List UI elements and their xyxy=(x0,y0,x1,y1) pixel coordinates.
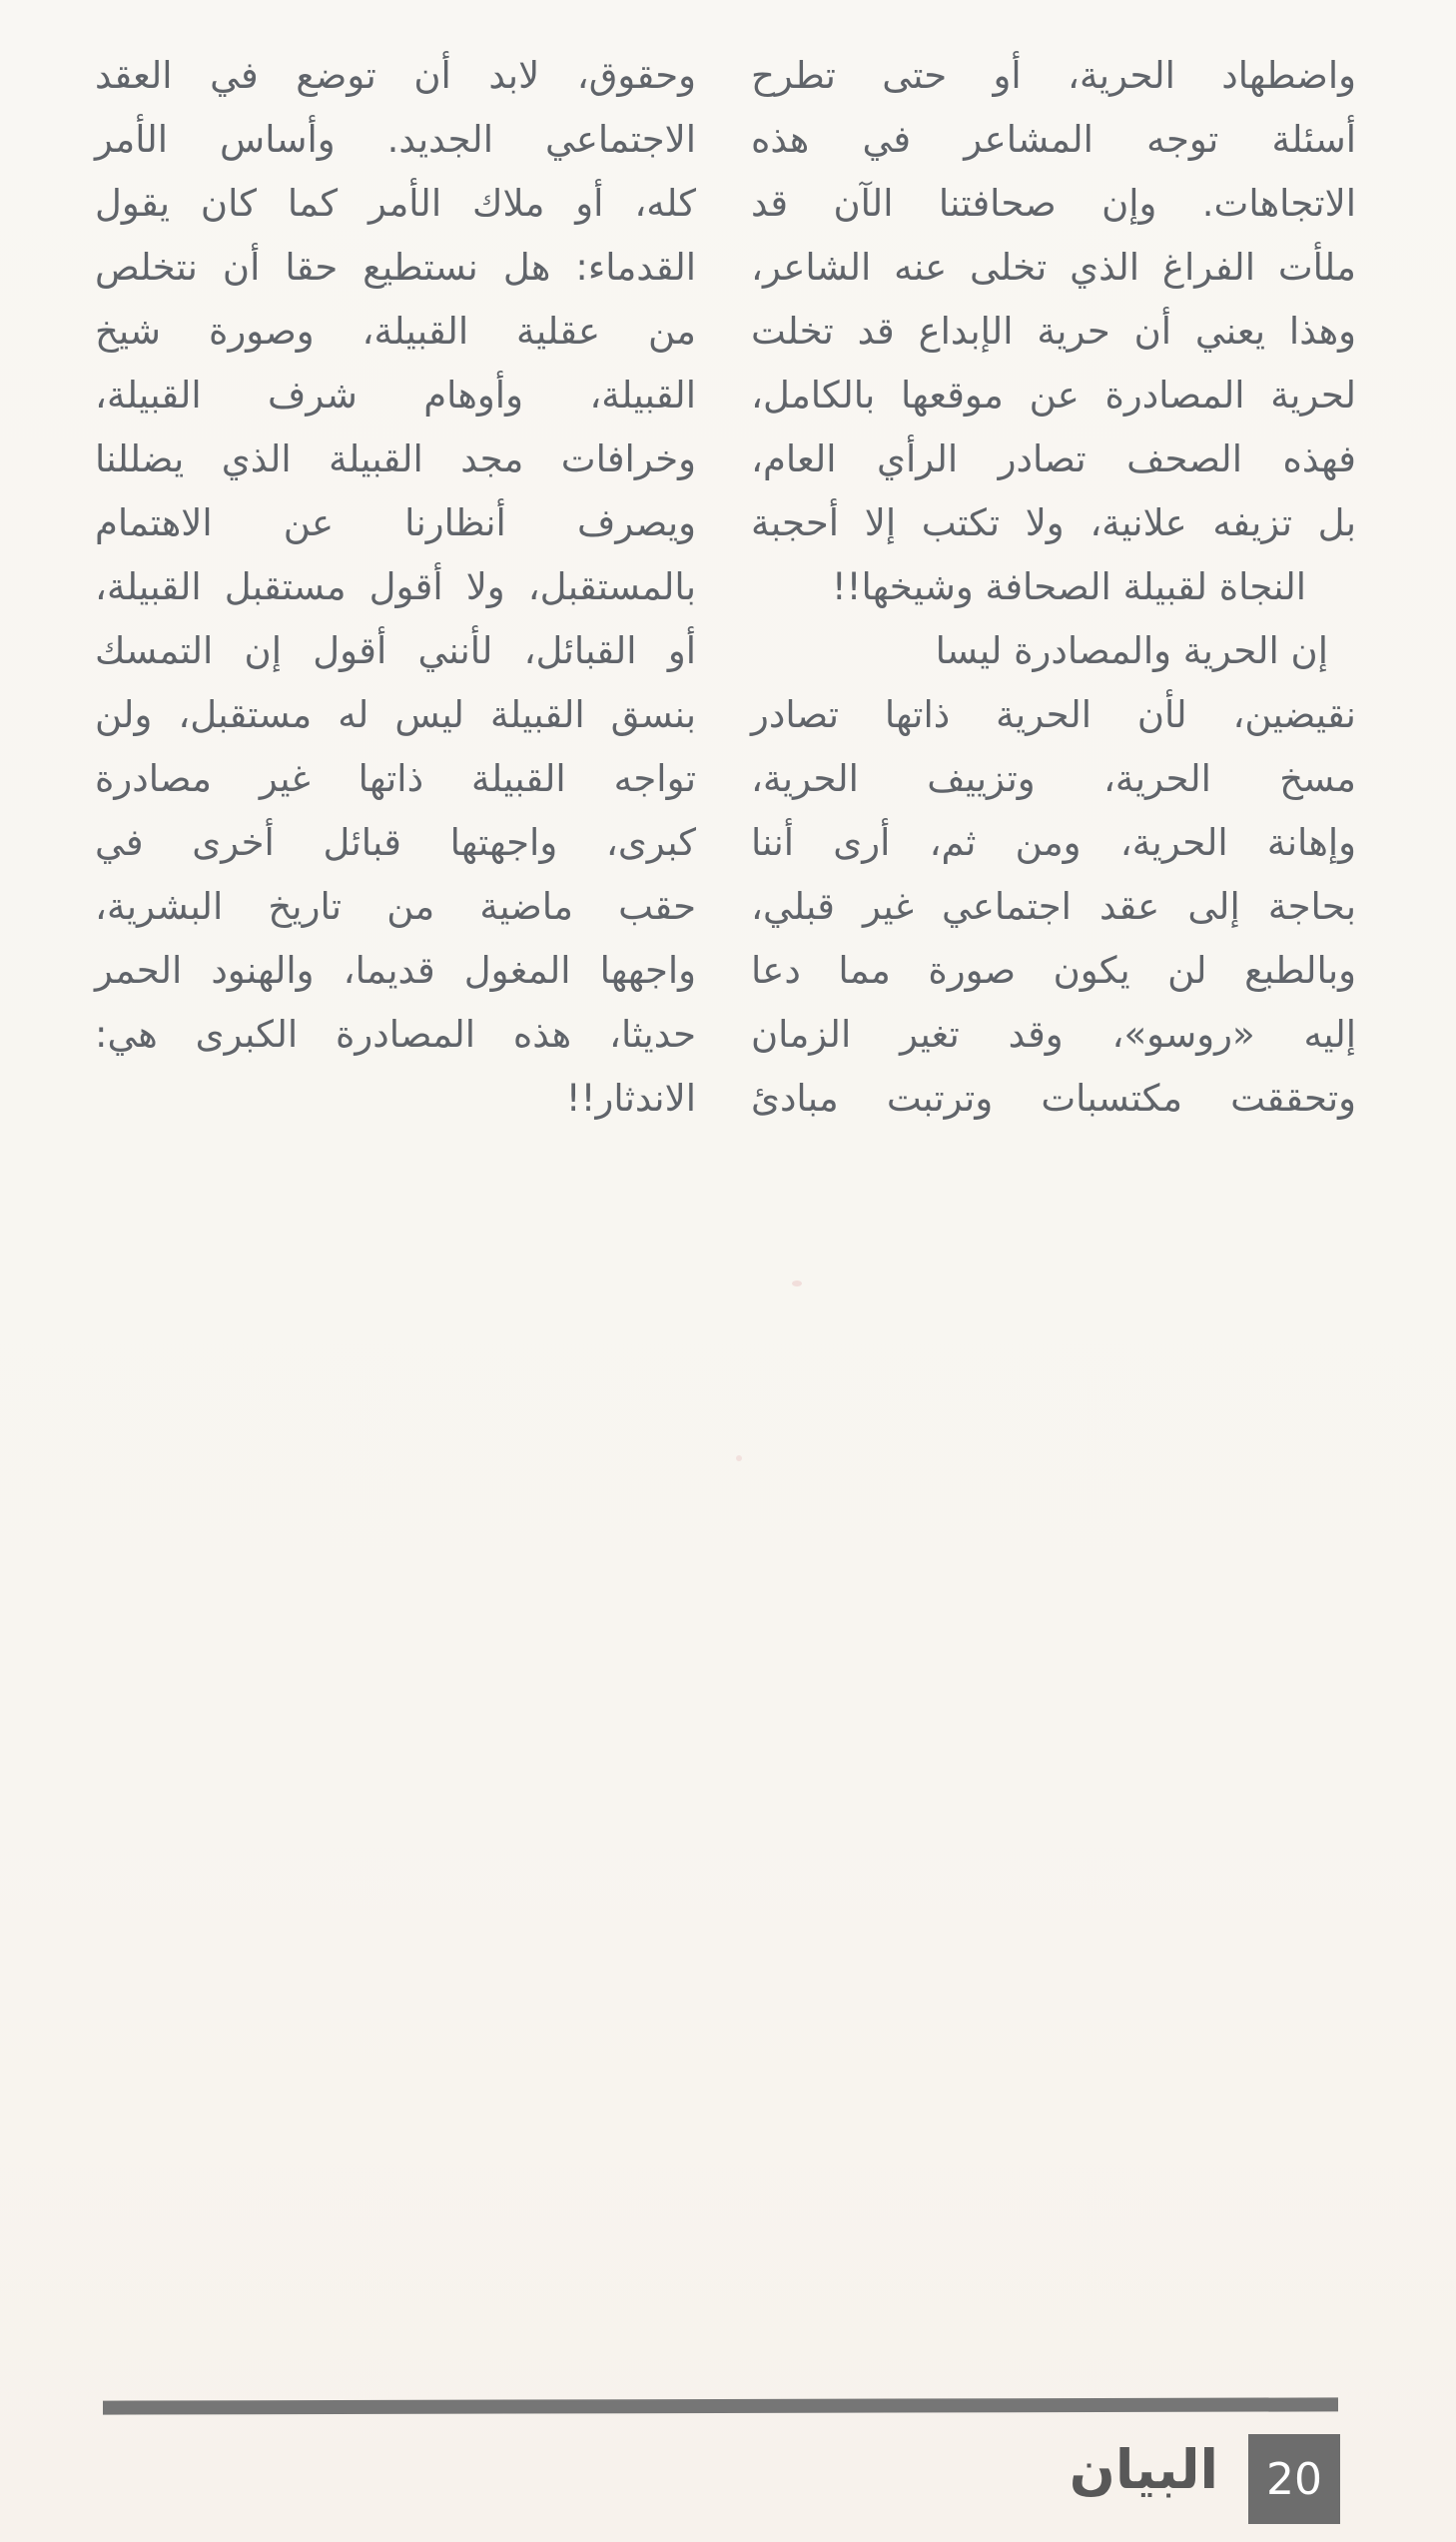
text-line: وخرافات مجد القبيلة الذي يضللنا xyxy=(95,437,696,480)
text-line-paragraph-end: النجاة لقبيلة الصحافة وشيخها!! xyxy=(831,565,1306,608)
text-line: وتحققت مكتسبات وترتبت مبادئ xyxy=(751,1077,1356,1120)
text-line: واضطهاد الحرية، أو حتى تطرح xyxy=(751,54,1356,97)
text-line-paragraph-end: الاندثار!! xyxy=(565,1077,696,1120)
text-line: ملأت الفراغ الذي تخلى عنه الشاعر، xyxy=(751,246,1356,289)
text-line: القبيلة، وأوهام شرف القبيلة، xyxy=(95,374,696,417)
text-line: وبالطبع لن يكون صورة مما دعا xyxy=(751,949,1356,992)
scan-artifact xyxy=(736,1455,742,1461)
text-line: وهذا يعني أن حرية الإبداع قد تخلت xyxy=(751,310,1356,353)
text-line: أسئلة توجه المشاعر في هذه xyxy=(751,118,1356,161)
text-line: الاجتماعي الجديد. وأساس الأمر xyxy=(95,118,696,161)
article-column-left xyxy=(95,44,696,1131)
text-line: واجهها المغول قديما، والهنود الحمر xyxy=(95,949,696,992)
text-line: أو القبائل، لأنني أقول إن التمسك xyxy=(95,629,696,672)
text-line: بل تزيفه علانية، ولا تكتب إلا أحجبة xyxy=(751,501,1356,544)
text-line: كبرى، واجهتها قبائل أخرى في xyxy=(95,821,696,864)
text-line: تواجه القبيلة ذاتها غير مصادرة xyxy=(95,757,696,800)
text-line: من عقلية القبيلة، وصورة شيخ xyxy=(95,310,696,353)
text-line: بالمستقبل، ولا أقول مستقبل القبيلة، xyxy=(95,565,696,608)
text-line: ويصرف أنظارنا عن الاهتمام xyxy=(95,501,696,544)
text-line: نقيضين، لأن الحرية ذاتها تصادر xyxy=(751,693,1356,736)
text-line-paragraph-start: إن الحرية والمصادرة ليسا xyxy=(935,629,1328,672)
albayan-logo: البيان xyxy=(1069,2438,1218,2501)
text-line: إليه «روسو»، وقد تغير الزمان xyxy=(751,1013,1356,1056)
text-line: مسخ الحرية، وتزييف الحرية، xyxy=(751,757,1356,800)
page-number: 20 xyxy=(1266,2453,1322,2505)
footer-rule xyxy=(103,2397,1338,2414)
text-line: حقب ماضية من تاريخ البشرية، xyxy=(95,885,696,928)
text-line: فهذه الصحف تصادر الرأي العام، xyxy=(751,437,1356,480)
text-line: بحاجة إلى عقد اجتماعي غير قبلي، xyxy=(751,885,1356,928)
article-column-right xyxy=(751,44,1356,1131)
text-line: حديثا، هذه المصادرة الكبرى هي: xyxy=(95,1013,696,1056)
page-number-badge xyxy=(1248,2434,1340,2524)
text-line: وحقوق، لابد أن توضع في العقد xyxy=(95,54,696,97)
text-line: وإهانة الحرية، ومن ثم، أرى أننا xyxy=(751,821,1356,864)
text-line: كله، أو ملاك الأمر كما كان يقول xyxy=(95,182,696,225)
text-line: بنسق القبيلة ليس له مستقبل، ولن xyxy=(95,693,696,736)
text-line: الاتجاهات. وإن صحافتنا الآن قد xyxy=(751,182,1356,225)
scan-artifact xyxy=(792,1280,802,1286)
text-line: القدماء: هل نستطيع حقا أن نتخلص xyxy=(95,246,696,289)
text-line: لحرية المصادرة عن موقعها بالكامل، xyxy=(751,374,1356,417)
